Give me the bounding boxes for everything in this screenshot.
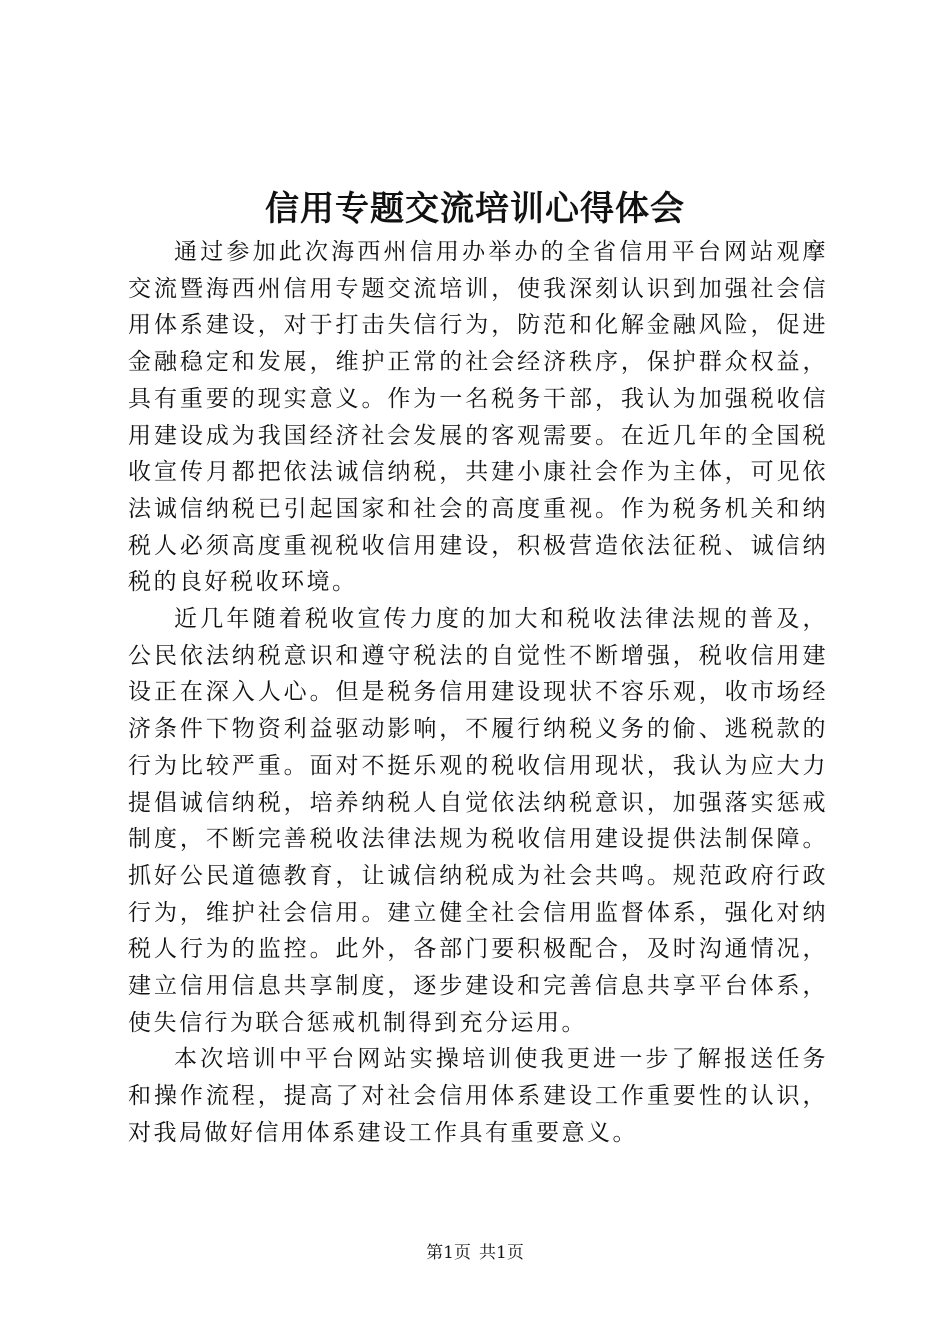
- page-footer: [0, 1241, 950, 1265]
- page-number: 第1页: [426, 1243, 471, 1263]
- paragraph-1: 通过参加此次海西州信用办举办的全省信用平台网站观摩交流暨海西州信用专题交流培训，使我深刻认识到加强社会信用体系建设，对于打击失信行为，防范和化解金融风险，促进金融稳定和发展，维护正常的社会经济秩序，保护群众权益，具有重要的现实意义。作为一名税务干部，我认为加强税收信用建设成为我国经济社会发展的客观需要。在近几年的全国税收宣传月都把依法诚信纳税，共建小康社会作为主体，可见依法诚信纳税已引起国家和社会的高度重视。作为税务机关和纳税人必须高度重视税收信用建设，积极营造依法征税、诚信纳税的良好税收环境。: [128, 239, 828, 596]
- paragraph-2: 近几年随着税收宣传力度的加大和税收法律法规的普及，公民依法纳税意识和遵守税法的自觉性不断增强，税收信用建设正在深入人心。但是税务信用建设现状不容乐观，收市场经济条件下物资利益驱动影响，不履行纳税义务的偷、逃税款的行为比较严重。面对不挺乐观的税收信用现状，我认为应大力提倡诚信纳税，培养纳税人自觉依法纳税意识，加强落实惩戒制度，不断完善税收法律法规为税收信用建设提供法制保障。抓好公民道德教育，让诚信纳税成为社会共鸣。规范政府行政行为，维护社会信用。建立健全社会信用监督体系，强化对纳税人行为的监控。此外，各部门要积极配合，及时沟通情况，建立信用信息共享制度，逐步建设和完善信息共享平台体系，使失信行为联合惩戒机制得到充分运用。: [128, 606, 828, 1036]
- paragraph-3: 本次培训中平台网站实操培训使我更进一步了解报送任务和操作流程，提高了对社会信用体系建设工作重要性的认识，对我局做好信用体系建设工作具有重要意义。: [128, 1046, 828, 1146]
- document-title: 信用专题交流培训心得体会: [265, 189, 685, 229]
- page-total: 共1页: [479, 1243, 524, 1263]
- document-body: [128, 234, 828, 1152]
